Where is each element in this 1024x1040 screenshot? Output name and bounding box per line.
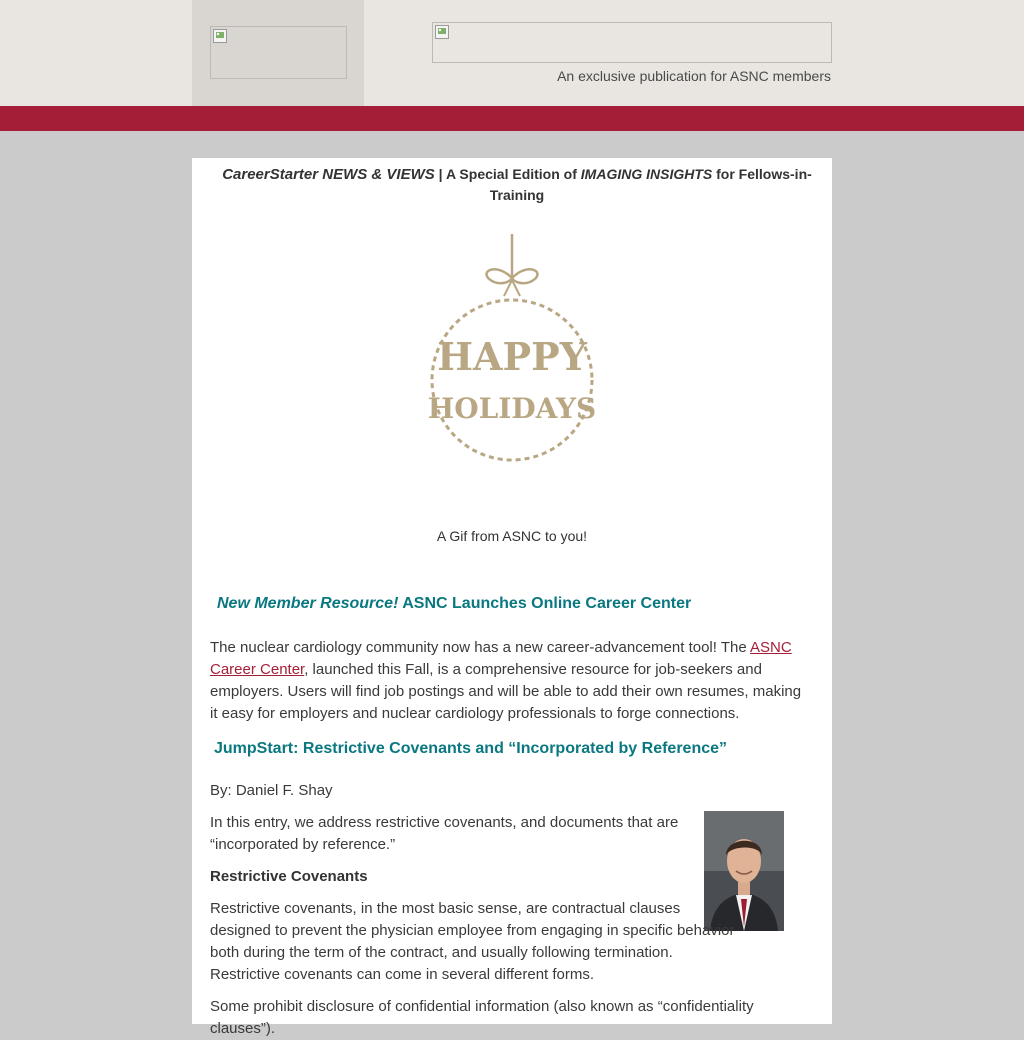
newsletter-content — [192, 158, 832, 1037]
jumpstart-heading: JumpStart: Restrictive Covenants and “Incorporated by Reference” — [214, 740, 728, 757]
masthead-banner-image[interactable] — [432, 22, 832, 63]
heading-text: ASNC Launches Online Career Center — [398, 595, 692, 612]
edition-title — [222, 164, 812, 205]
header-band — [0, 0, 1024, 106]
accent-bar — [0, 106, 1024, 131]
restrictive-covenants-paragraph: Restrictive covenants, in the most basic sense, are contractual clauses designed to prevent the physician employee from engaging in specific behavior both during the term of the contract, and usually following termination. Restrictive covenants can come in several different forms. — [210, 900, 735, 983]
header-tagline: An exclusive publication for ASNC members — [557, 68, 831, 84]
heading-highlight: New Member Resource! — [217, 595, 399, 612]
series-title: CareerStarter NEWS & VIEWS — [222, 166, 435, 183]
author-byline: By: Daniel F. Shay — [210, 782, 333, 799]
confidentiality-paragraph: Some prohibit disclosure of confidential information (also known as “confidentiality clauses”). — [210, 998, 754, 1037]
logo-column — [192, 0, 364, 106]
asnc-career-center-link[interactable]: ASNC Career Center — [210, 639, 792, 678]
ornament-text-holidays: HOLIDAYS — [427, 392, 597, 425]
ornament-text-happy: HAPPY — [437, 334, 587, 379]
edition-suffix: for Fellows-in-Training — [489, 166, 812, 203]
edition-prefix: A Special Edition of — [445, 166, 581, 182]
asnc-logo-image[interactable] — [210, 26, 347, 79]
broken-image-icon — [435, 25, 449, 39]
ornament-ball — [432, 300, 592, 460]
publication-name: IMAGING INSIGHTS — [580, 166, 713, 182]
career-center-heading — [217, 595, 691, 613]
gif-caption: A Gif from ASNC to you! — [436, 528, 588, 544]
happy-holidays-ornament — [424, 230, 600, 470]
restrictive-covenants-subhead: Restrictive Covenants — [210, 868, 368, 885]
broken-image-icon — [213, 29, 227, 43]
career-center-paragraph: The nuclear cardiology community now has a new career-advancement tool! The ASNC Career Center, launched this Fall, is a comprehensive resource for job-seekers and employers. Users will find job postings and will be able to add their own resumes, making it easy for employers and nuclear cardiology professionals to forge connections. — [210, 639, 802, 722]
jumpstart-intro: In this entry, we address restrictive covenants, and documents that are “incorporated by reference.” — [210, 814, 679, 853]
title-separator: | — [434, 166, 446, 182]
